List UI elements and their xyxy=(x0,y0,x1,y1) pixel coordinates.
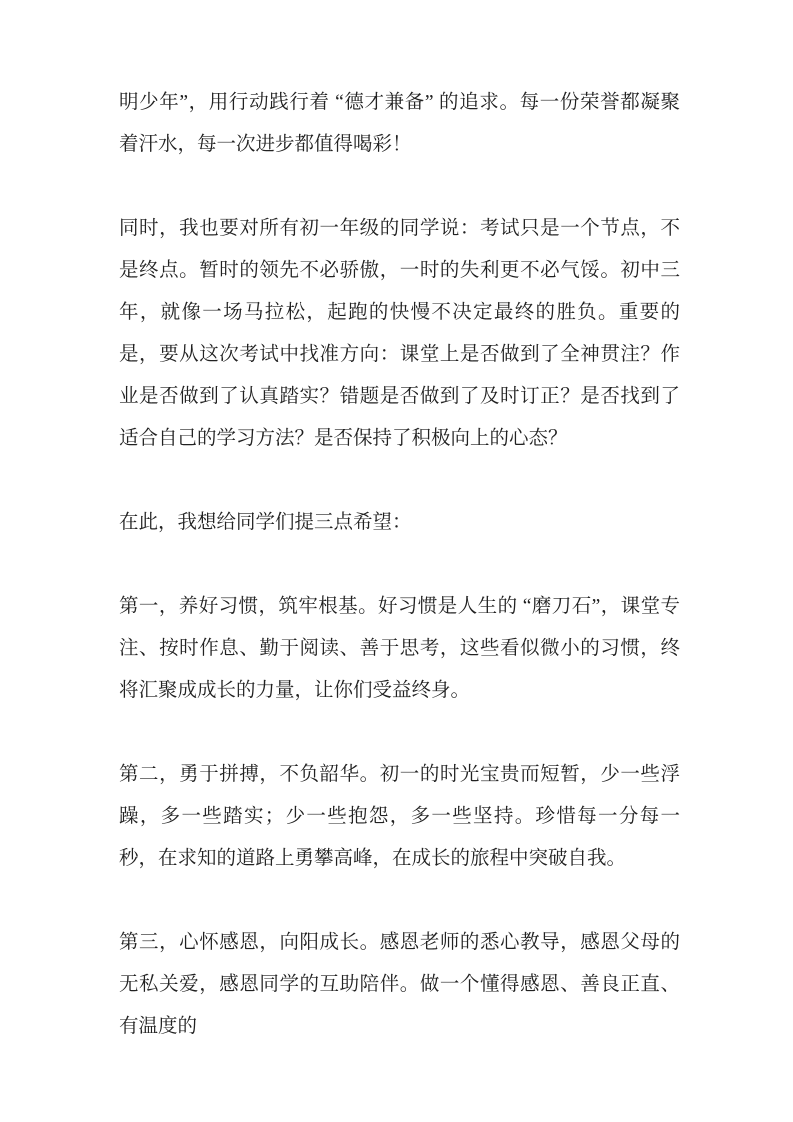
paragraph-hope-2-strive: 第二，勇于拼搏，不负韶华。初一的时光宝贵而短暂，少一些浮躁，多一些踏实；少一些抱怨，多一些坚持。珍惜每一分每一秒，在求知的道路上勇攀高峰，在成长的旅程中突破自我。 xyxy=(119,764,680,869)
paragraph-continuation-honors: 明少年”，用行动践行着 “德才兼备” 的追求。每一份荣誉都凝聚着汗水，每一次进步都值得喝彩！ xyxy=(119,92,680,155)
document-body xyxy=(119,82,680,1048)
paragraph-hope-1-habits: 第一，养好习惯，筑牢根基。好习惯是人生的 “磨刀石”，课堂专注、按时作息、勤于阅读、善于思考，这些看似微小的习惯，终将汇聚成成长的力量，让你们受益终身。 xyxy=(119,596,680,701)
paragraph-hope-3-gratitude: 第三，心怀感恩，向阳成长。感恩老师的悉心教导，感恩父母的无私关爱，感恩同学的互助陪伴。做一个懂得感恩、善良正直、有温度的 xyxy=(119,932,680,1037)
paragraph-exam-is-a-node: 同时，我也要对所有初一年级的同学说：考试只是一个节点，不是终点。暂时的领先不必骄傲，一时的失利更不必气馁。初中三年，就像一场马拉松，起跑的快慢不决定最终的胜负。重要的是，要从这次考试中找准方向：课堂上是否做到了全神贯注？作业是否做到了认真踏实？错题是否做到了及时订正？是否找到了适合自己的学习方法？是否保持了积极向上的心态？ xyxy=(119,218,680,449)
paragraph-three-hopes-intro: 在此，我想给同学们提三点希望： xyxy=(119,512,412,533)
